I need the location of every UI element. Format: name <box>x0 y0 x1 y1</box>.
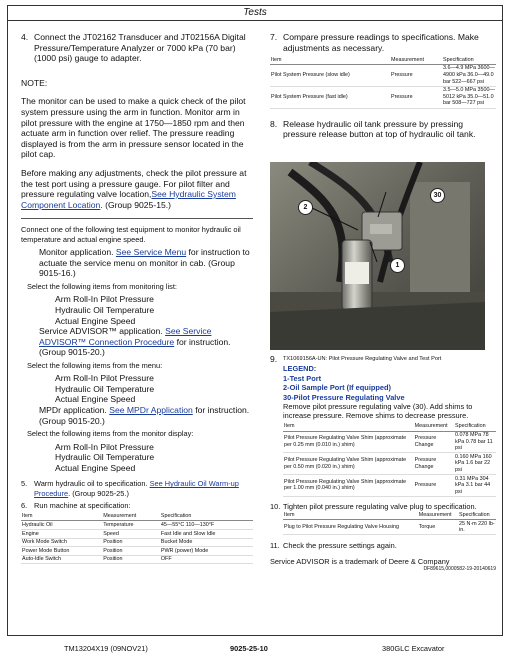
table-header-row <box>270 56 496 64</box>
left-column <box>21 32 253 564</box>
step-10 <box>270 502 496 511</box>
before-adjust-text <box>21 168 253 210</box>
table-cell: Power Mode Button <box>21 547 102 556</box>
list-item: Hydraulic Oil Temperature <box>55 452 155 463</box>
table-cell: Pressure <box>390 64 442 86</box>
page-frame <box>7 5 503 636</box>
table-cell: Temperature <box>102 521 160 530</box>
column-header: Measurement <box>390 56 442 64</box>
table-cell: Position <box>102 547 160 556</box>
table-row <box>21 521 253 530</box>
table-cell: Pressure Change <box>414 431 454 453</box>
table-cell: 0.160 MPa 160 kPa 1.6 bar 22 psi <box>454 453 496 475</box>
callout-2-oil-sample-port: 2 <box>298 200 313 215</box>
page-header: Tests <box>8 6 502 21</box>
table-cell: PWR (power) Mode <box>160 547 253 556</box>
step-4 <box>21 32 253 64</box>
list-item: Hydraulic Oil Temperature <box>55 304 155 315</box>
table-cell: Pressure <box>390 86 442 108</box>
table-row <box>283 453 496 475</box>
mpdr-items-list <box>21 442 253 474</box>
step-9 <box>270 354 496 365</box>
step-text: Connect the JT02162 Transducer and JT02156A Digital Pressure/Temperature Analyzer or 7000 kPa (70 bar) (1000 psi) gauge to adapter. <box>34 32 246 64</box>
step-text: Check the pressure settings again. <box>283 541 397 551</box>
table-cell: Hydraulic Oil <box>21 521 102 530</box>
document-reference: DF89615,0000582-19-20140619 <box>423 566 496 573</box>
sa-select-text: Select the following items from the menu: <box>27 360 163 370</box>
table-row <box>21 555 253 564</box>
list-item: Actual Engine Speed <box>55 315 136 326</box>
table-cell: Bucket Mode <box>160 538 253 547</box>
column-header: Specification <box>160 513 253 521</box>
legend-item: 30-Pilot Pressure Regulating Valve <box>283 392 405 402</box>
table-cell: Pilot System Pressure (fast idle) <box>270 86 390 108</box>
machine-spec-table <box>21 513 253 565</box>
service-advisor-text <box>21 326 253 358</box>
column-header: Specification <box>442 56 496 64</box>
text-segment: . (Group 9025-25.) <box>68 488 129 498</box>
column-header: Specification <box>458 511 496 519</box>
mpdr-app-text <box>21 405 253 426</box>
table-cell: Position <box>102 555 160 564</box>
figure-caption: TX1069156A-UN: Pilot Pressure Regulating Valve and Test Port <box>283 355 442 362</box>
column-header: Measurement <box>102 513 160 521</box>
legend-item: 1-Test Port <box>283 373 322 383</box>
table-row <box>270 64 496 86</box>
legend-item: 2-Oil Sample Port (If equipped) <box>283 383 391 393</box>
step-text: Run machine at specification: <box>34 501 131 511</box>
list-item: Arm Roll-In Pilot Pressure <box>55 373 154 384</box>
step-number: 7. <box>270 32 278 42</box>
shim-table <box>283 423 496 497</box>
step-6 <box>21 501 253 510</box>
table-row <box>283 475 496 497</box>
trademark-text: Service ADVISOR is a trademark of Deere & Company <box>270 556 450 566</box>
regulating-valve-photo <box>270 162 485 350</box>
column-header: Measurement <box>418 511 458 519</box>
text-segment: for instruction to actuate the service menu on monitor in cab. (Group 9015-16.) <box>39 247 250 279</box>
table-cell: 45—55°C 110—130°F <box>160 521 253 530</box>
callout-1-test-port: 1 <box>390 258 405 273</box>
right-column <box>270 32 496 573</box>
table-cell: Work Mode Switch <box>21 538 102 547</box>
list-item: Actual Engine Speed <box>55 462 136 473</box>
table-header-row <box>283 511 496 519</box>
step-5 <box>21 479 253 498</box>
step-text: Compare pressure readings to specifications. Make adjustments as necessary. <box>283 32 479 53</box>
connect-one-text: Connect one of the following test equipment to monitor hydraulic oil temperature and actual engine speed. <box>21 225 241 244</box>
hydraulic-oil-warmup-link[interactable]: See Hydraulic Oil Warm-up Procedure <box>34 479 239 498</box>
step-11 <box>270 541 496 550</box>
table-cell: Pressure Change <box>414 453 454 475</box>
table-cell: Pilot Pressure Regulating Valve Shim (approximate per 0.50 mm (0.020 in.) shim) <box>283 453 414 475</box>
note-text: The monitor can be used to make a quick check of the pilot system pressure using the arm in function. Monitor arm in pilot pressure with the engine at 1750—1850 rpm and then actuate arm in function over relief. The pressure reading displayed is from the arm in pressure sensor located in the pilot cap. <box>21 96 246 160</box>
step-number: 10. <box>270 501 281 511</box>
step-text <box>34 479 253 498</box>
step-text: Tighten pilot pressure regulating valve plug to specification. <box>283 501 477 511</box>
table-cell: 3.6—4.9 MPa 3600—4900 kPa 36.0—49.0 bar 522—667 psi <box>443 65 495 85</box>
table-row <box>270 86 496 108</box>
legend-block <box>270 364 496 497</box>
mpdr-application-link[interactable]: See MPDr Application <box>109 405 193 416</box>
table-cell: Pressure <box>414 475 454 497</box>
text-segment: for instruction. (Group 9015-20.) <box>39 405 250 426</box>
table-cell: 0.31 MPa 304 kPa 3.1 bar 44 psi <box>454 475 496 497</box>
table-header-row <box>283 423 496 431</box>
column-header: Item <box>21 513 102 521</box>
table-cell: Plug to Pilot Pressure Regulating Valve Housing <box>283 520 418 535</box>
step-number: 8. <box>270 118 278 129</box>
step-number: 6. <box>21 501 28 511</box>
equipment-section <box>21 218 253 473</box>
sa-items-list <box>21 373 253 405</box>
table-header-row <box>21 513 253 521</box>
table-row <box>21 530 253 539</box>
table-cell: Engine <box>21 530 102 539</box>
list-item: Arm Roll-In Pilot Pressure <box>55 294 154 305</box>
table-cell: Position <box>102 538 160 547</box>
torque-block <box>270 511 496 535</box>
footer-page-number: 9025-25-10 <box>230 644 268 653</box>
pilot-pressure-table <box>270 56 496 108</box>
torque-table <box>283 511 496 535</box>
text-segment: . (Group 9025-15.) <box>100 199 172 210</box>
column-header: Item <box>283 511 418 519</box>
callout-30-regulating-valve: 30 <box>430 188 445 203</box>
text-segment: for instruction. (Group 9015-20.) <box>39 336 231 358</box>
text-segment: MPDr application. <box>39 405 107 416</box>
note-label: NOTE: <box>21 77 48 88</box>
table-row <box>283 431 496 453</box>
step-8 <box>270 119 496 140</box>
table-cell: Pilot System Pressure (slow idle) <box>270 64 390 86</box>
step-number: 9. <box>270 353 278 364</box>
column-header: Measurement <box>414 423 454 431</box>
list-item: Hydraulic Oil Temperature <box>55 383 155 394</box>
table-row <box>21 538 253 547</box>
table-cell: Pilot Pressure Regulating Valve Shim (approximate per 0.25 mm (0.010 in.) shim) <box>283 431 414 453</box>
text-segment: Service ADVISOR™ application. <box>39 326 163 337</box>
table-row <box>21 547 253 556</box>
column-header: Specification <box>454 423 496 431</box>
hydraulic-component-location-link[interactable]: See Hydraulic System Component Location <box>21 189 236 210</box>
table-cell: Fast Idle and Slow Idle <box>160 530 253 539</box>
service-advisor-connection-link[interactable]: See Service ADVISOR™ Connection Procedure <box>39 326 212 347</box>
page-footer <box>0 639 510 659</box>
footer-manual-id: TM13204X19 (09NOV21) <box>64 644 148 653</box>
list-item: Actual Engine Speed <box>55 394 136 405</box>
table-cell: 25 N·m 220 lb-in. <box>459 520 495 534</box>
table-row <box>283 520 496 535</box>
step-number: 5. <box>21 479 28 489</box>
table-cell: Torque <box>418 520 458 535</box>
table-cell: Pilot Pressure Regulating Valve Shim (approximate per 1.00 mm (0.040 in.) shim) <box>283 475 414 497</box>
monitor-items-list <box>21 294 253 326</box>
table-cell: Auto-Idle Switch <box>21 555 102 564</box>
table-cell: 0.078 MPa 78 kPa 0.78 bar 11 psi <box>454 431 496 453</box>
list-item: Arm Roll-In Pilot Pressure <box>55 441 154 452</box>
step-text: Release hydraulic oil tank pressure by pressing pressure release button at top of hydraulic oil tank. <box>283 118 476 140</box>
text-segment: Monitor application. <box>39 247 114 258</box>
valve-photo-illustration <box>270 162 485 350</box>
legend-title: LEGEND: <box>283 364 317 374</box>
step-7 <box>270 32 496 53</box>
mpdr-select-text: Select the following items from the monitor display: <box>27 429 194 439</box>
table-cell: OFF <box>160 555 253 564</box>
service-menu-link[interactable]: See Service Menu <box>115 247 187 258</box>
step-number: 11. <box>270 541 280 551</box>
column-header: Item <box>270 56 390 64</box>
footer-model: 380GLC Excavator <box>382 644 445 653</box>
column-header: Item <box>283 423 414 431</box>
monitor-select-text: Select the following items from monitoring list: <box>27 281 177 291</box>
monitor-app-text <box>21 247 253 279</box>
text-segment: Before making any adjustments, check the pilot pressure at the test port using a pressure gauge. For pilot filter and pressure regulating valve location, <box>21 167 247 200</box>
table-cell: Speed <box>102 530 160 539</box>
step-number: 4. <box>21 32 29 42</box>
remove-shims-text: Remove pilot pressure regulating valve (30). Add shims to increase pressure. Remove shims to decrease pressure. <box>283 401 473 421</box>
table-cell: 3.5—5.0 MPa 3500—5012 kPa 35.0—51.0 bar 508—727 psi <box>443 87 495 107</box>
text-segment: Warm hydraulic oil to specification. <box>34 479 148 489</box>
